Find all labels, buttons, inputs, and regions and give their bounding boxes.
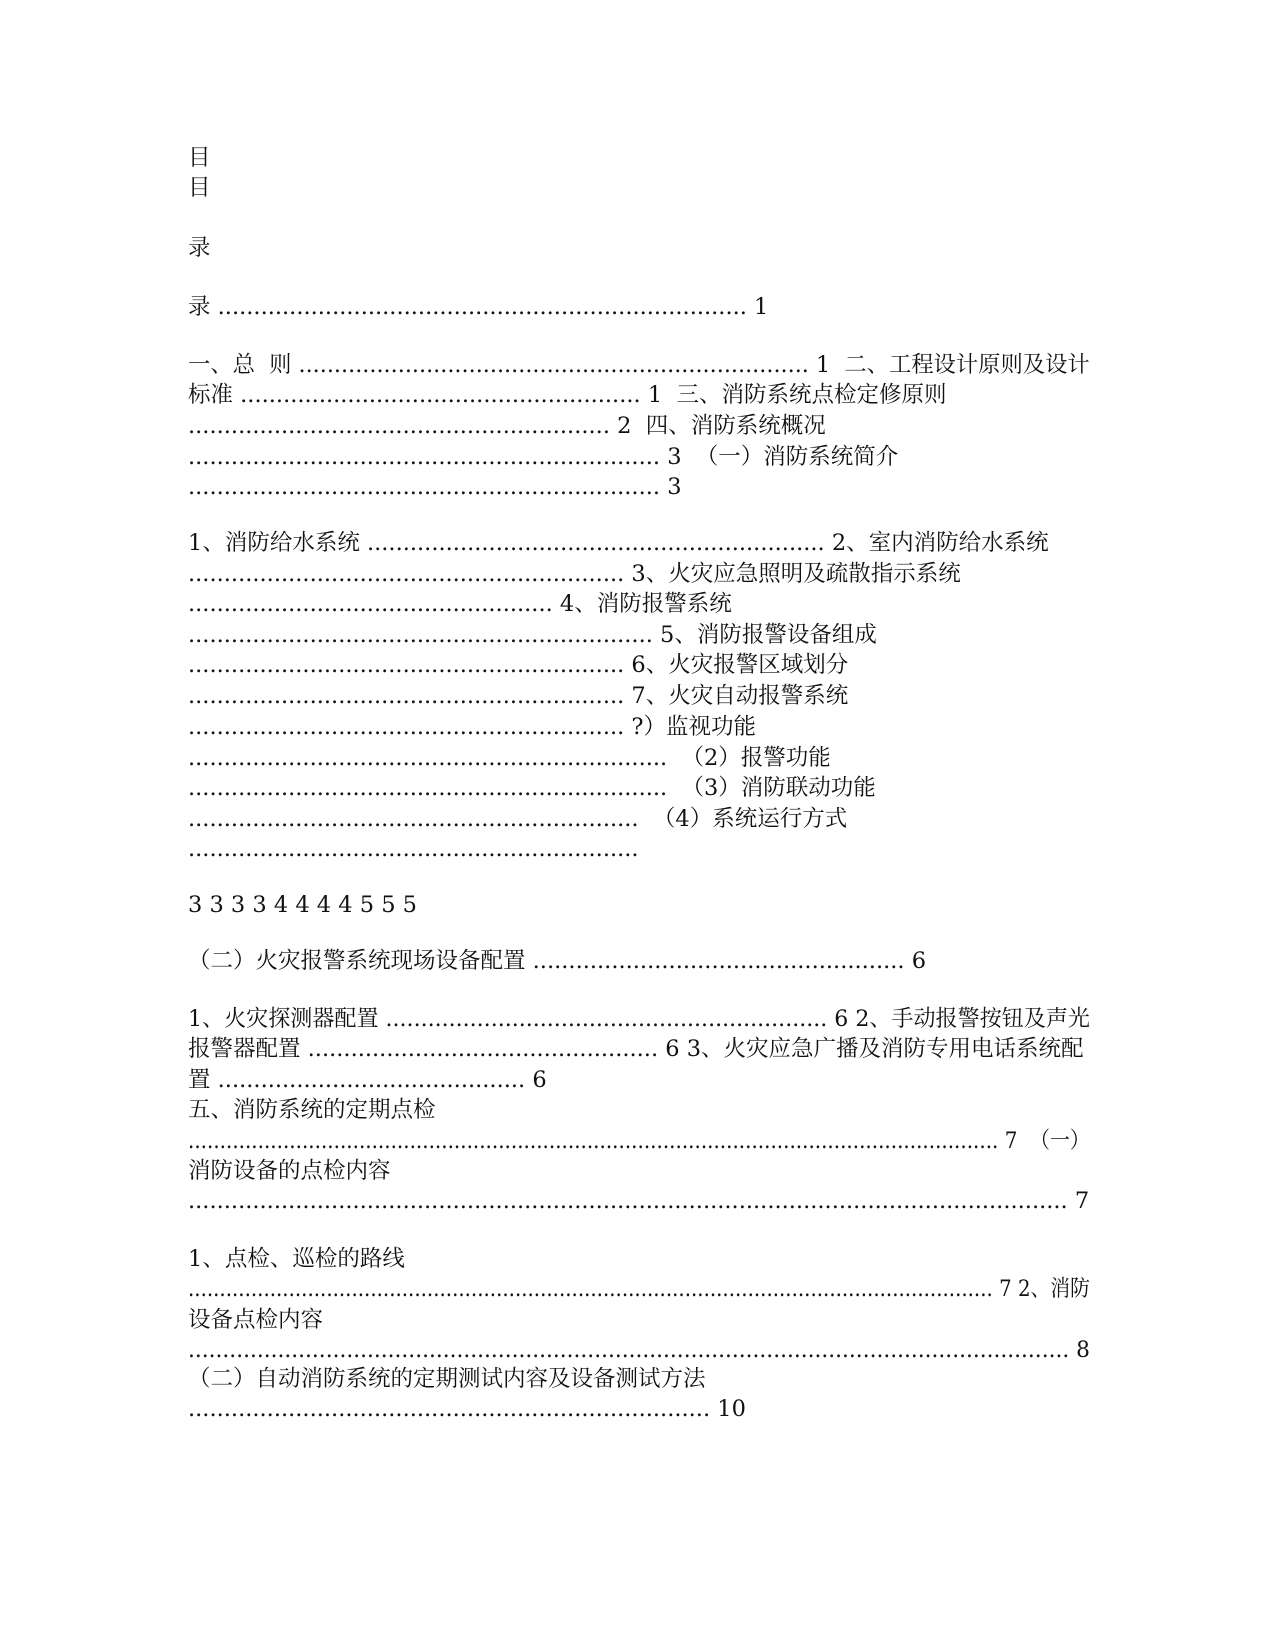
- toc-entry: ............................................................. ?）监视功能: [188, 714, 756, 740]
- toc-entry: ......................................................................... 10: [188, 1396, 746, 1422]
- toc-entry: ................................................................... （2）报警功能: [188, 745, 831, 771]
- toc-entry: （二）自动消防系统的定期测试内容及设备测试方法: [188, 1366, 706, 1392]
- toc-entry: （二）火灾报警系统现场设备配置 .................................................... 6: [188, 948, 927, 974]
- toc-entry: ................................................................. 5、消防报警设备组成: [188, 622, 877, 648]
- toc-title-line: 目: [188, 145, 211, 171]
- toc-entry: ............................................................. 6、火灾报警区域划分: [188, 652, 849, 678]
- toc-entry: ...............................................................: [188, 836, 639, 862]
- toc-entry: 录 .......................................................................... 1: [188, 294, 769, 320]
- toc-entry: 设备点检内容: [188, 1307, 324, 1333]
- toc-entry: 报警器配置 ................................................. 6 3、火灾应急广播及消防专用电话系统配: [188, 1036, 1084, 1062]
- toc-entry: ............................................................... （4）系统运行方式: [188, 806, 848, 832]
- toc-entry: ........................................................................................................................... 7: [188, 1188, 1090, 1214]
- toc-entry: ................................................................................................................................ 7 2、消防: [188, 1276, 1090, 1302]
- toc-entry: 标准 ........................................................ 1 三、消防系统点检定修原则: [188, 382, 947, 408]
- toc-entry: 1、火灾探测器配置 ............................................................... 6 2、手动报警按钮及声光: [188, 1006, 1090, 1032]
- toc-entry: .................................................................. 3: [188, 474, 682, 500]
- toc-entry: 一、总 则 ........................................................................ 1 二、工程设计原则及设计: [188, 352, 1090, 378]
- toc-entry: ................................................................................................................................ 7 （一）: [188, 1128, 1090, 1154]
- toc-entry: ................................................... 4、消防报警系统: [188, 591, 732, 617]
- toc-entry: 五、消防系统的定期点检: [188, 1097, 436, 1123]
- toc-entry: 消防设备的点检内容: [188, 1158, 391, 1184]
- toc-entry: ............................................................. 3、火灾应急照明及疏散指示系统: [188, 561, 961, 587]
- toc-entry: ................................................................... （3）消防联动功能: [188, 775, 876, 801]
- toc-entry: 1、点检、巡检的路线: [188, 1246, 405, 1272]
- toc-entry: 置 ........................................... 6: [188, 1067, 547, 1093]
- toc-title-line: 目: [188, 175, 211, 201]
- toc-title-line: 录: [188, 235, 211, 261]
- toc-entry: ........................................................... 2 四、消防系统概况: [188, 413, 826, 439]
- toc-entry: ................................................................................................................................ 8: [188, 1337, 1090, 1363]
- page-number-list: 3 3 3 3 4 4 4 4 5 5 5: [188, 892, 417, 918]
- toc-entry: ............................................................. 7、火灾自动报警系统: [188, 683, 849, 709]
- toc-entry: 1、消防给水系统 ................................................................ 2、室内消防给水系统: [188, 530, 1049, 556]
- toc-entry: .................................................................. 3 （一）消防系统简介: [188, 444, 899, 470]
